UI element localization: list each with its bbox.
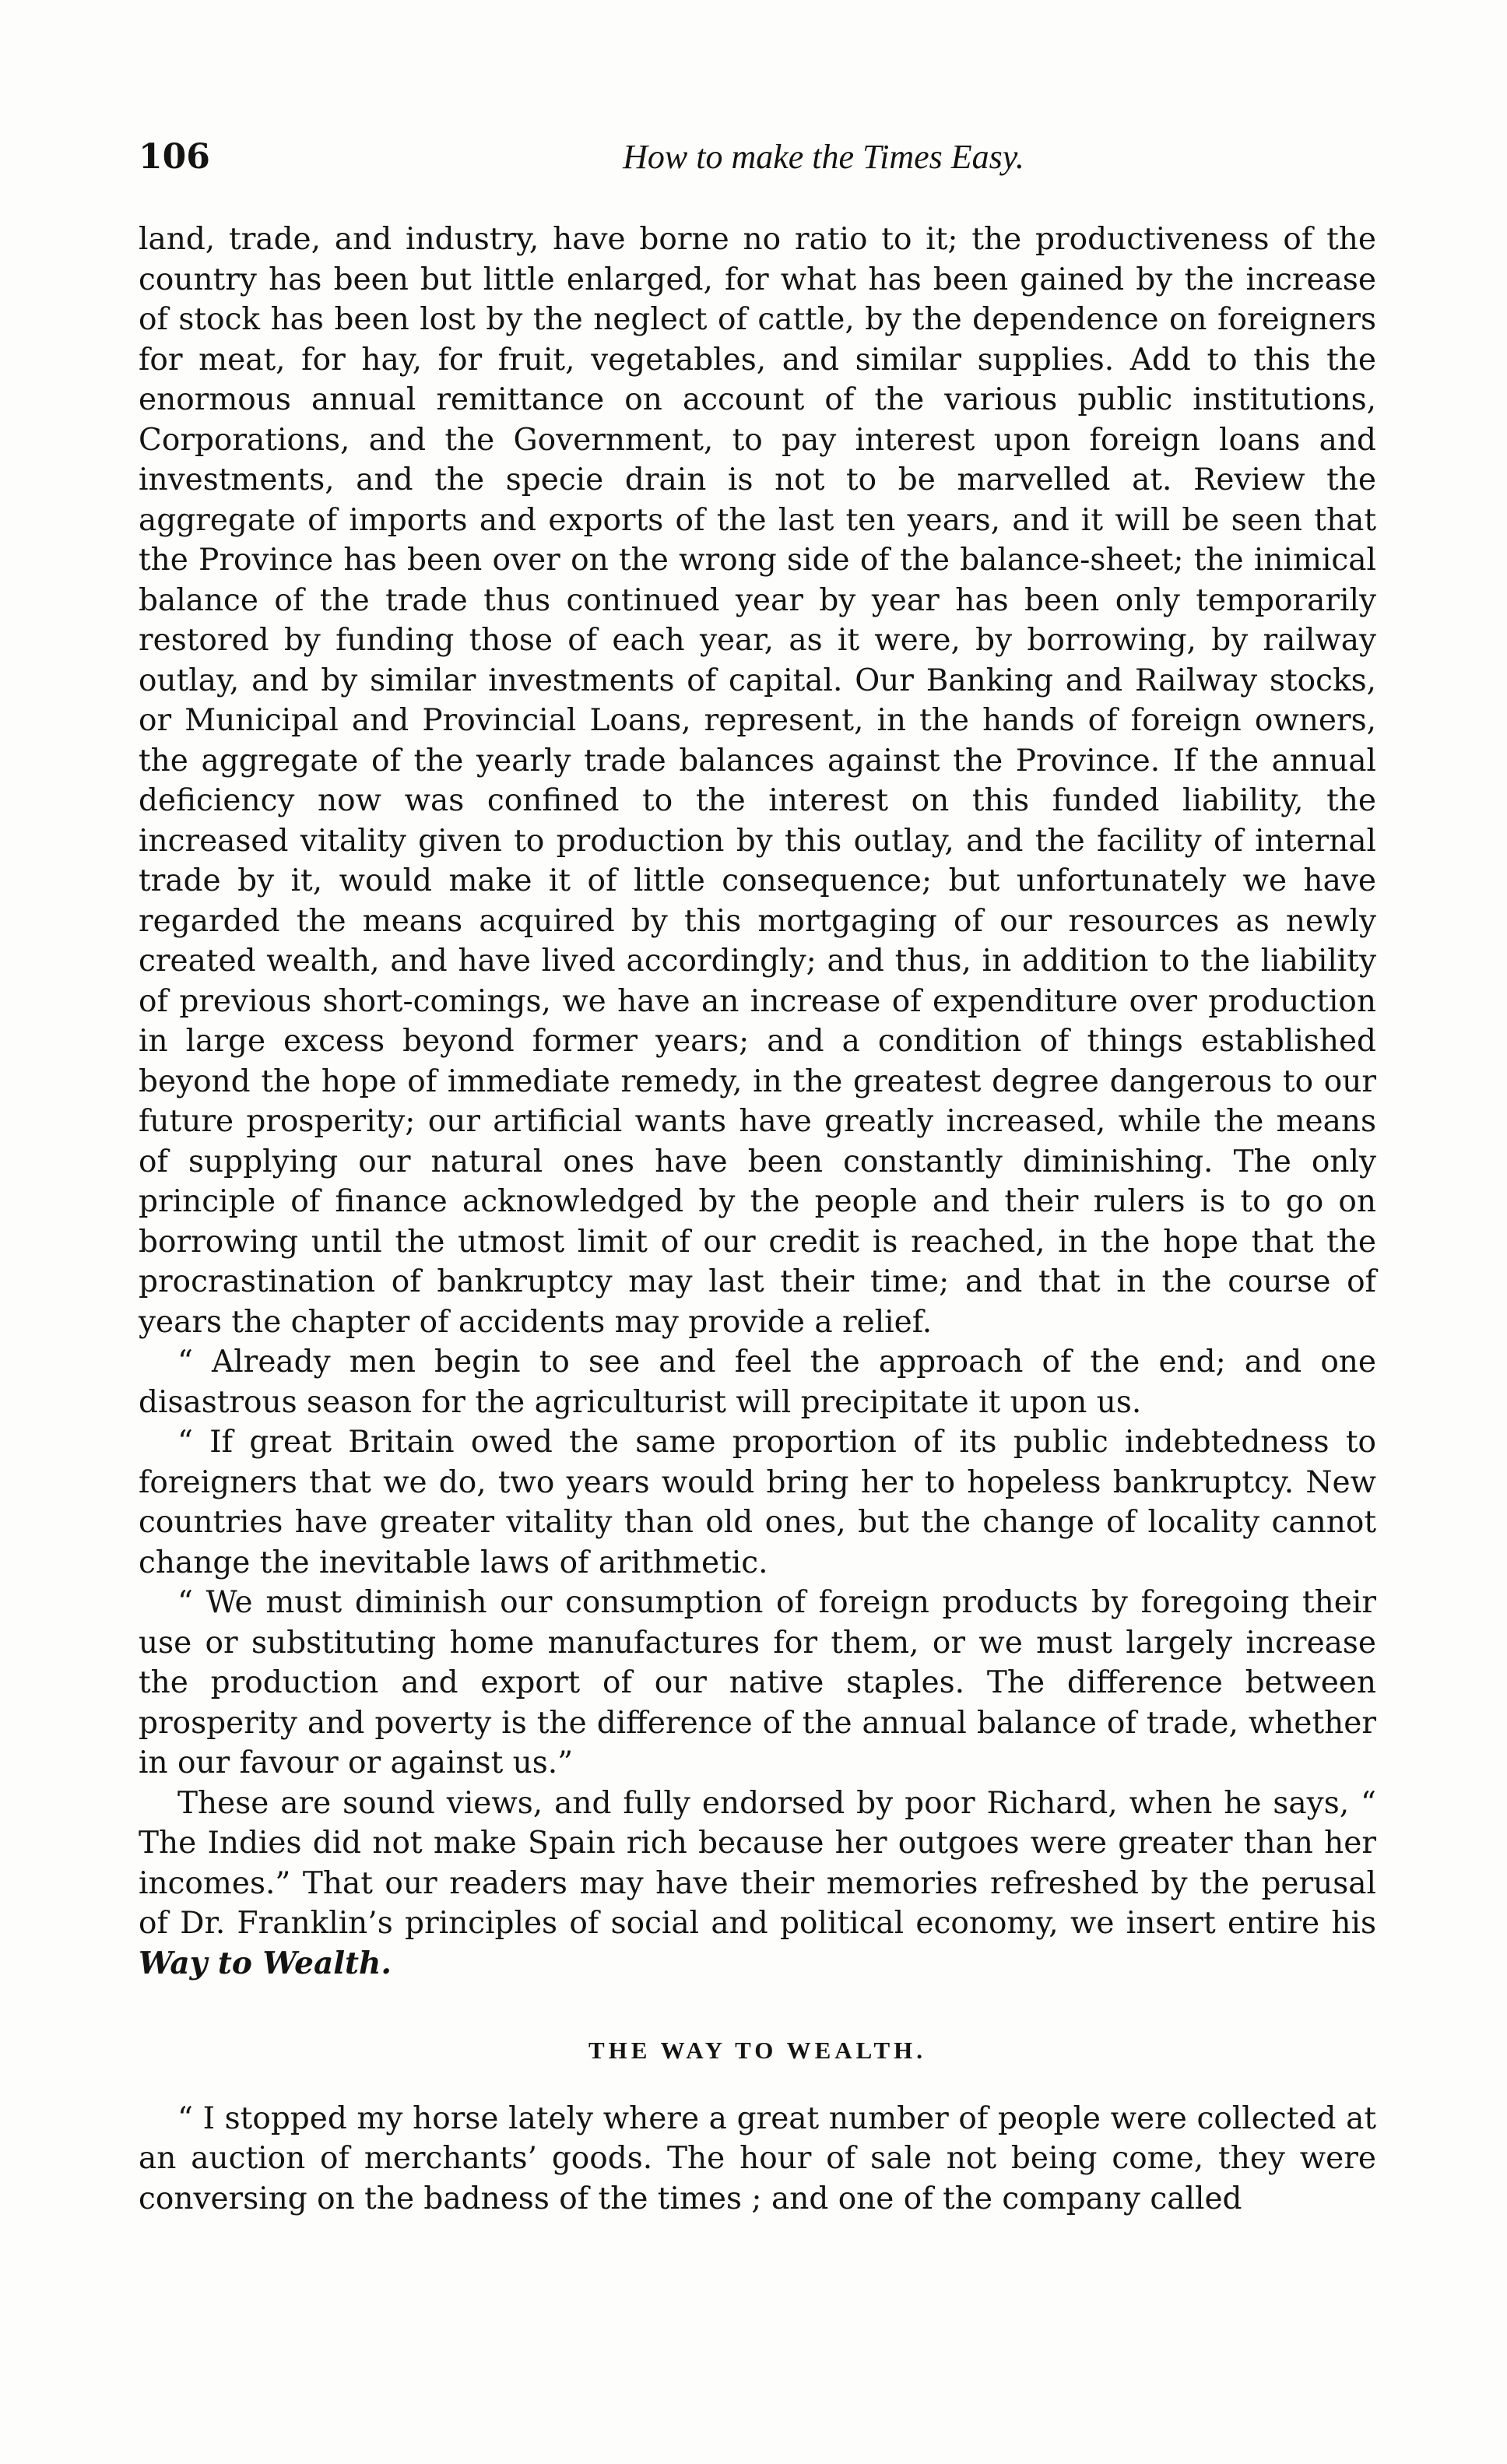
body-text xyxy=(139,220,1376,2219)
paragraph-continuation: land, trade, and industry, have borne no ratio to it; the productiveness of the country has been but little enlarged, for what has been gained by the increase of stock has been lost by the neglect of cattle, by the dependence on foreigners for meat, for hay, for fruit, vegetables, and similar supplies. Add to this the enormous annual remittance on account of the various public institutions, Corporations, and the Government, to pay interest upon foreign loans and investments, and the specie drain is not to be marvelled at. Review the aggregate of imports and exports of the last ten years, and it will be seen that the Province has been over on the wrong side of the balance-sheet; the inimical balance of the trade thus continued year by year has been only temporarily restored by funding those of each year, as it were, by borrowing, by railway outlay, and by similar investments of capital. Our Banking and Railway stocks, or Municipal and Provincial Loans, represent, in the hands of foreign owners, the aggregate of the yearly trade balances against the Province. If the annual deficiency now was confined to the interest on this funded liability, the increased vitality given to production by this outlay, and the facility of internal trade by it, would make it of little consequence; but unfortunately we have regarded the means acquired by this mortgaging of our resources as newly created wealth, and have lived accordingly; and thus, in addition to the liability of previous short-comings, we have an increase of expenditure over production in large excess beyond former years; and a condition of things established beyond the hope of immediate remedy, in the greatest degree dangerous to our future prosperity; our artificial wants have greatly increased, while the means of supplying our natural ones have been constantly diminishing. The only principle of finance acknowledged by the people and their rulers is to go on borrowing until the utmost limit of our credit is reached, in the hope that the procrastination of bankruptcy may last their time; and that in the course of years the chapter of accidents may provide a relief. xyxy=(139,222,1376,1340)
page-number: 106 xyxy=(139,137,210,177)
paragraph-quote-already: “ Already men begin to see and feel the approach of the end; and one disastrous season for the agriculturist will precipitate it upon us. xyxy=(139,1344,1376,1420)
paragraph-quote-britain: “ If great Britain owed the same proportion of its public indebtedness to foreigners that we do, two years would bring her to hopeless bankruptcy. New countries have greater vitality than old ones, but the change of locality cannot change the inevitable laws of arithmetic. xyxy=(139,1425,1376,1580)
paragraph-quote-diminish: “ We must diminish our consumption of foreign products by foregoing their use or substituting home manufactures for them, or we must largely increase the production and export of our native staples. The difference between prosperity and poverty is the difference of the annual balance of trade, whether in our favour or against us.” xyxy=(139,1585,1376,1780)
inline-work-title: Way to Wealth. xyxy=(139,1945,392,1981)
paragraph-way-to-wealth-opening: “ I stopped my horse lately where a great number of people were collected at an auction of merchants’ goods. The hour of sale not being come, they were conversing on the badness of the times ; and one of the company called xyxy=(139,2100,1376,2216)
paragraph-sound-views-text: These are sound views, and fully endorsed by poor Richard, when he says, “ The Indies did not make Spain rich because her outgoes were greater than her incomes.” That our readers may have their memories refreshed by the perusal of Dr. Franklin’s principles of social and political economy, we insert entire his xyxy=(139,1785,1376,1941)
paragraph-sound-views xyxy=(139,1784,1376,1984)
running-title: How to make the Times Easy. xyxy=(623,138,1024,176)
page-header xyxy=(139,137,1376,192)
section-heading: THE WAY TO WEALTH. xyxy=(588,2037,927,2064)
